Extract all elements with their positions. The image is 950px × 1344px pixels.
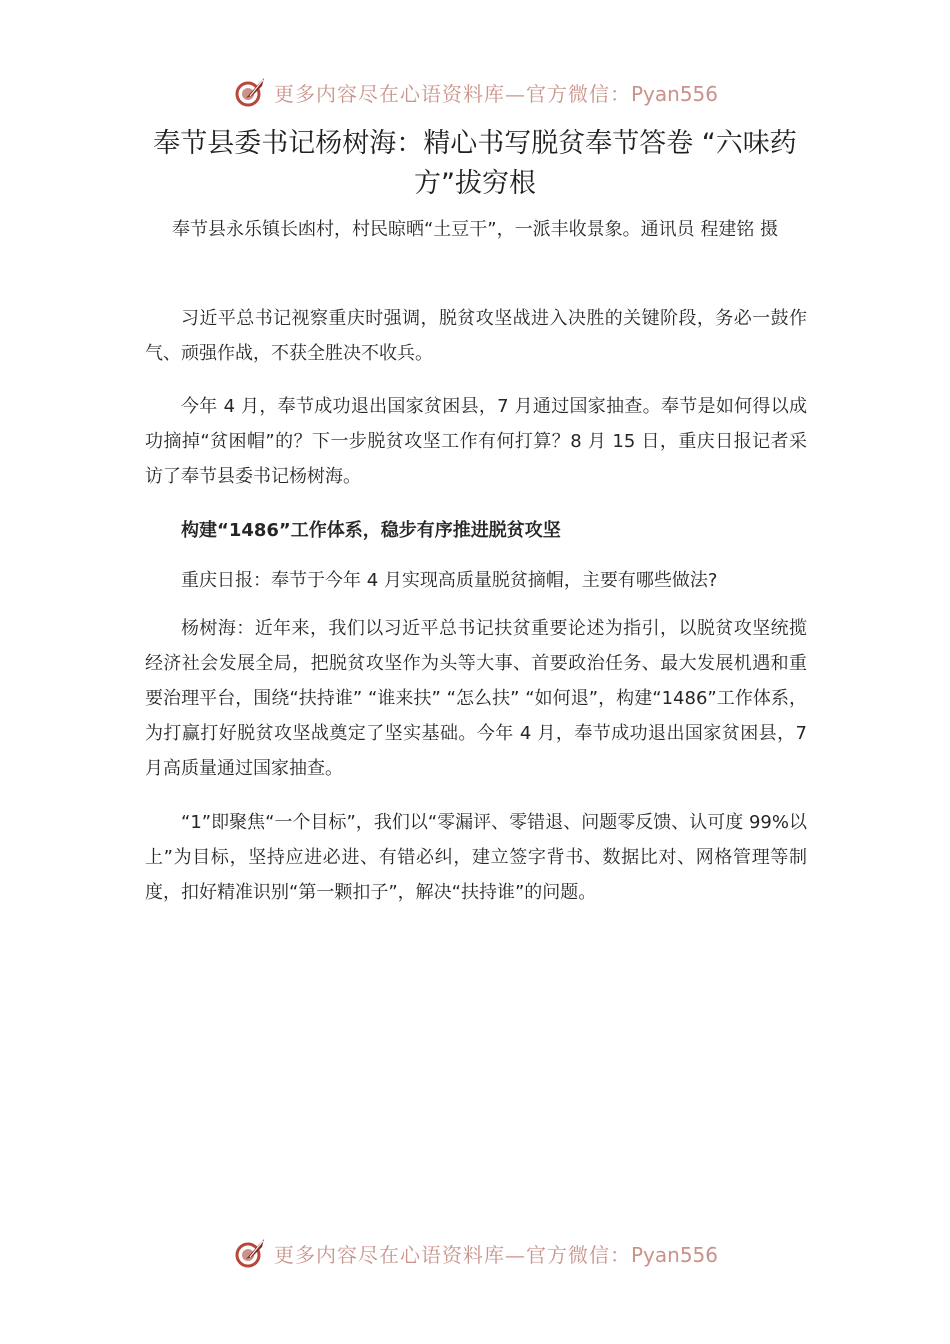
- quill-pen-logo-icon: [232, 74, 268, 110]
- section-heading: 构建“1486”工作体系，稳步有序推进脱贫攻坚: [181, 520, 561, 541]
- watermark-header: [0, 72, 950, 112]
- paragraph-intro: 习近平总书记视察重庆时强调，脱贫攻坚战进入决胜的关键阶段，务必一鼓作气、顽强作战，不获全胜决不收兵。: [145, 308, 807, 364]
- paragraph-background: 今年 4 月，奉节成功退出国家贫困县，7 月通过国家抽查。奉节是如何得以成功摘掉“贫困帽”的？下一步脱贫攻坚工作有何打算？8 月 15 日，重庆日报记者采访了奉节县委书记杨树海。: [145, 396, 807, 487]
- article-title: 奉节县委书记杨树海：精心书写脱贫奉节答卷 “六味药方”拔穷根: [153, 128, 797, 199]
- paragraph-goal: “1”即聚焦“一个目标”，我们以“零漏评、零错退、问题零反馈、认可度 99%以上”为目标，坚持应进必进、有错必纠，建立签字背书、数据比对、网格管理等制度，扣好精准识别“第一颗扣子”，解决“扶持谁”的问题。: [145, 812, 807, 903]
- photo-caption: 奉节县永乐镇长凼村，村民晾晒“土豆干”，一派丰收景象。通讯员 程建铭 摄: [171, 219, 779, 240]
- watermark-wechat-id: Pyan556: [630, 1242, 718, 1267]
- quill-pen-logo-icon: [232, 1235, 268, 1271]
- watermark-footer: [0, 1233, 950, 1273]
- paragraph-answer: 杨树海：近年来，我们以习近平总书记扶贫重要论述为指引，以脱贫攻坚统揽经济社会发展全局，把脱贫攻坚作为头等大事、首要政治任务、最大发展机遇和重要治理平台，围绕“扶持谁” “谁来扶” “怎么扶” “如何退”，构建“1486”工作体系，为打赢打好脱贫攻坚战奠定了坚实基础。今年 4 月，奉节成功退出国家贫困县，7 月高质量通过国家抽查。: [145, 618, 807, 779]
- watermark-text: 更多内容尽在心语资料库—官方微信：Pyan556: [273, 1242, 718, 1267]
- watermark-wechat-id: Pyan556: [630, 81, 718, 106]
- paragraph-question: 重庆日报：奉节于今年 4 月实现高质量脱贫摘帽，主要有哪些做法?: [181, 570, 718, 591]
- watermark-text: 更多内容尽在心语资料库—官方微信：Pyan556: [273, 81, 718, 106]
